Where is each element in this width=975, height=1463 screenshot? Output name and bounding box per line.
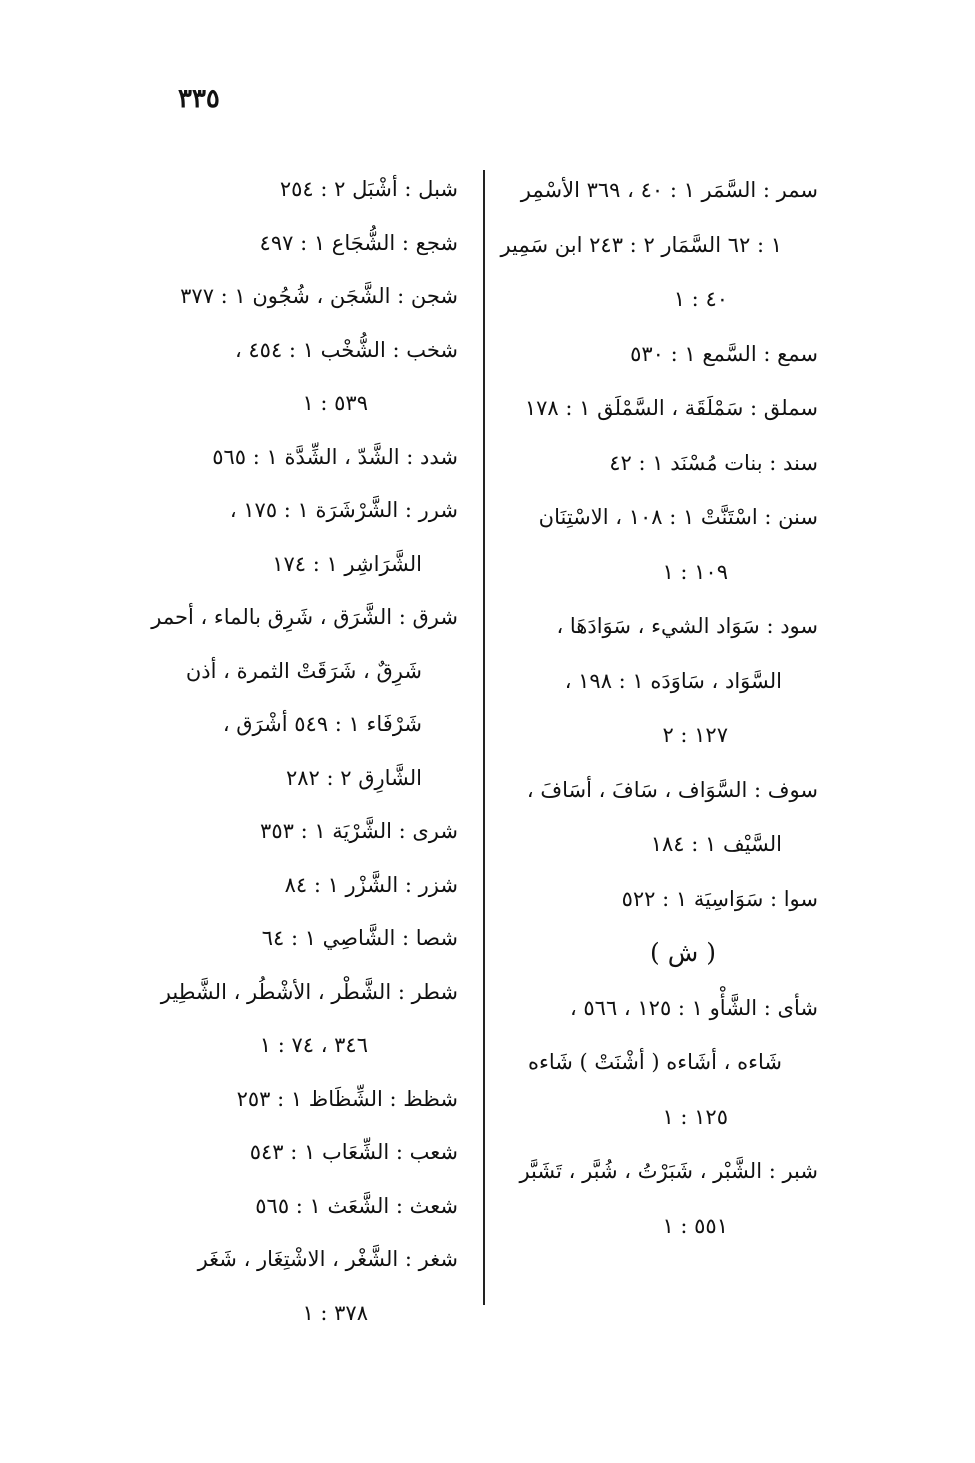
index-entry-line: شجن : الشَّجَن ، شُجُون ١ : ٣٧٧ <box>180 284 458 308</box>
index-entry-line: سوا : سَوَاسِيَة ١ : ٥٢٢ <box>621 886 818 911</box>
page-number: ٣٣٥ <box>178 84 220 114</box>
index-entry-line: سود : سَوَاد الشيء ، سَوَادَهَا ، <box>556 614 818 638</box>
index-entry-line: شَرْفَاء ١ : ٥٤٩ أشْرَق ، <box>222 712 422 736</box>
index-entry-line: ١٢٥ : ١ <box>662 1104 728 1129</box>
index-entry-line: شعث : الشَّعَث ١ : ٥٦٥ <box>255 1193 458 1218</box>
index-entry-line: شرى : الشَّرْيَة ١ : ٣٥٣ <box>260 819 458 843</box>
index-entry-line: شزر : الشَّزْر ١ : ٨٤ <box>284 872 458 897</box>
index-entry-line: شَرِقٌ ، شَرَقَتْ الثمرة ، أذن <box>185 658 422 683</box>
index-entry-line: شبل : أشْبَل ٢ : ٢٥٤ <box>279 177 458 201</box>
index-entry-line: سند : بنات مُسْنَد ١ : ٤٢ <box>609 450 818 475</box>
index-entry-line: ١٠٩ : ١ <box>662 559 728 584</box>
index-entry-line: شظظ : الشِّظَاظ ١ : ٢٥٣ <box>236 1086 458 1111</box>
index-entry-line: ٥٣٩ : ١ <box>302 391 368 415</box>
index-entry-line: شخب : الشُّخْب ١ : ٤٥٤ ، <box>234 337 458 362</box>
index-entry-line: شرر : الشَّرْشَرَة ١ : ١٧٥ ، <box>229 498 458 522</box>
index-entry-line: شعب : الشِّعَاب ١ : ٥٤٣ <box>249 1140 458 1164</box>
right-column <box>500 163 818 1253</box>
column-divider <box>483 170 485 1305</box>
index-entry-line: شَاءه ، أشَاءه ( أشْنَتْ ) شَاءه <box>527 1050 782 1074</box>
index-entry-line: ٤٠ : ١ <box>673 287 728 311</box>
index-entry-line: سنن : اسْتَنَّتْ ١ : ١٠٨ ، الاسْتِنَان <box>538 505 818 529</box>
index-entry-line: شأى : الشَّأْو ١ : ١٢٥ ، ٥٦٦ ، <box>569 995 818 1020</box>
index-entry-line: ١ : ٦٢ السَّمَار ٢ : ٢٤٣ ابن سَمِير <box>500 232 782 257</box>
index-entry-line: شرق : الشَّرَق ، شَرِق بالماء ، أحمر <box>151 605 458 629</box>
index-entry-line: ١٢٧ : ٢ <box>662 723 728 747</box>
index-entry-line: ٥٥١ : ١ <box>662 1213 728 1238</box>
index-entry-line: السَّوَاد ، سَاوَدَه ١ : ١٩٨ ، <box>564 668 782 693</box>
index-entry-line: ٣٤٦ ، ٧٤ : ١ <box>259 1033 368 1057</box>
index-entry-line: شجع : الشُّجَاع ١ : ٤٩٧ <box>259 230 458 255</box>
index-entry-line: سمر : السَّمَر ١ : ٤٠ ، ٣٦٩ الأسْمِر <box>520 178 818 202</box>
index-entry-line: سوف : السَّوَاف ، سَافَ ، أسَافَ ، <box>526 777 818 802</box>
index-entry-line: الشَّارِق ٢ : ٢٨٢ <box>285 765 422 790</box>
index-entry-line: شطر : الشَّطْر ، الأشْطُر ، الشَّطِير <box>160 979 458 1004</box>
index-entry-line: السَّيْف ١ : ١٨٤ <box>650 832 782 856</box>
left-column <box>150 163 458 1340</box>
index-entry-line: سمع : السَّمع ١ : ٥٣٠ <box>630 341 818 366</box>
index-entry-line: شغر : الشَّغْر ، الاشْتِغَار ، شَغَر <box>197 1247 458 1271</box>
index-entry-line: شصا : الشَّاصِي ١ : ٦٤ <box>261 926 458 950</box>
index-entry-line: شبر : الشَّبْر ، شَبَرْتُ ، شُبَّر ، تَشَبَّر <box>519 1159 818 1183</box>
index-entry-line: الشَّرَاشِر ١ : ١٧٤ <box>272 551 422 576</box>
index-entry-line: ٣٧٨ : ١ <box>302 1300 368 1325</box>
section-heading: ( ش ) <box>650 938 716 967</box>
index-entry-line: سملق : سَمْلَقَة ، السَّمْلَق ١ : ١٧٨ <box>524 396 818 420</box>
index-entry-line: شدد : الشَّدّ ، الشِّدَّة ١ : ٥٦٥ <box>212 444 458 469</box>
